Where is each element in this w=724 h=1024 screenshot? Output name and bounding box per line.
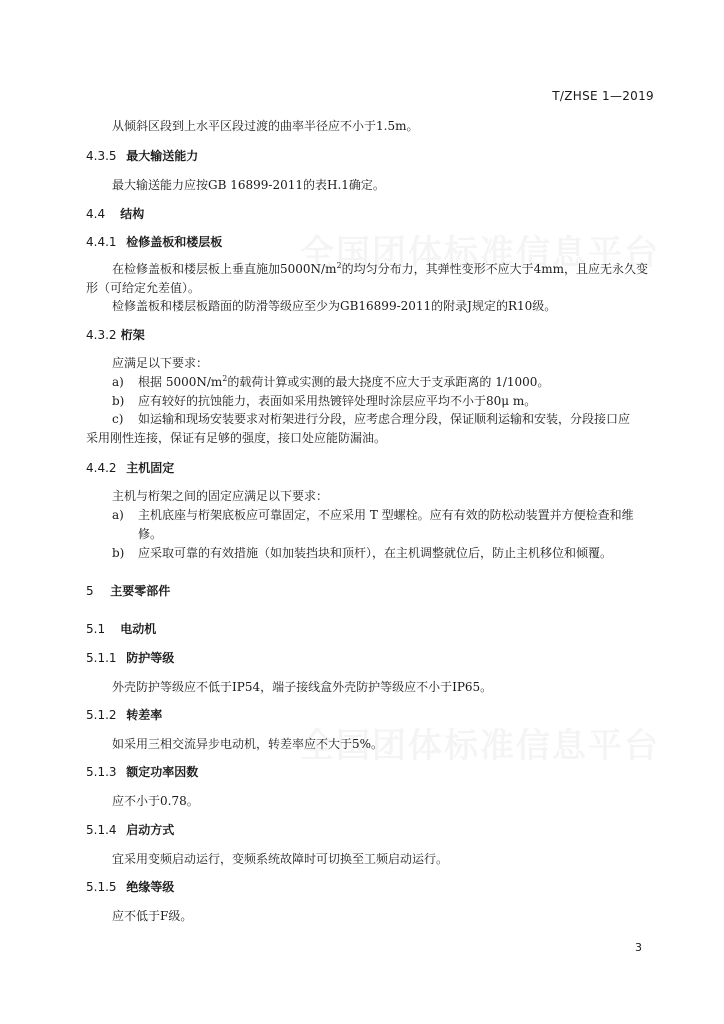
list-text: 根据 5000N/m [138,375,223,389]
list-item [112,545,612,561]
section-number: 4.3.2 [86,328,117,342]
list-text: 如运输和现场安装要求对桁架进行分段，应考虑合理分段，保证顺利运输和安装，分段接口应 [138,412,631,426]
paragraph: 宜采用变频启动运行，变频系统故障时可切换至工频启动运行。 [112,852,449,866]
paragraph: 应不低于F级。 [112,909,193,923]
chapter-heading [86,583,170,599]
section-number: 4.4 [86,207,106,221]
section-number: 5.1.2 [86,708,117,722]
section-title: 主要零部件 [110,584,171,598]
list-text: 主机底座与桁架底板应可靠固定，不应采用 T 型螺栓。应有有效的防松动装置并方便检查和维 [138,508,634,522]
list-text: 的载荷计算或实测的最大挠度不应大于支承距离的 1/1000。 [227,375,550,389]
section-heading [86,234,222,250]
list-marker: a) [112,375,124,389]
section-heading [86,707,162,723]
superscript: 2 [222,374,228,383]
section-number: 4.4.2 [86,461,117,475]
page-number: 3 [635,941,642,954]
section-title: 电动机 [120,622,157,636]
section-heading [86,650,174,666]
document-code-header: T/ZHSE 1—2019 [552,89,654,103]
paragraph: 如采用三相交流异步电动机，转差率应不大于5%。 [112,737,384,751]
paragraph-text: 在检修盖板和楼层板上垂直施加5000N/m [112,262,337,276]
section-title: 防护等级 [126,651,175,665]
list-item-continuation: 修。 [138,527,163,541]
section-title: 额定功率因数 [126,765,199,779]
list-item [112,411,630,427]
list-marker: a) [112,508,124,522]
paragraph: 应满足以下要求： [112,356,209,370]
section-heading [86,764,198,780]
superscript: 2 [336,261,342,270]
section-heading [86,879,174,895]
paragraph: 外壳防护等级应不低于IP54，端子接线盒外壳防护等级应不小于IP65。 [112,680,493,694]
section-heading [86,822,174,838]
section-number: 5.1.3 [86,765,117,779]
section-heading [86,460,174,476]
list-marker: b) [112,546,125,560]
list-text: 应采取可靠的有效措施（如加装挡块和顶杆），在主机调整就位后，防止主机移位和倾覆。 [138,546,613,560]
section-title: 绝缘等级 [126,880,175,894]
paragraph: 从倾斜区段到上水平区段过渡的曲率半径应不小于1.5m。 [112,119,419,133]
paragraph: 检修盖板和楼层板踏面的防滑等级应至少为GB16899-2011的附录J规定的R10级。 [112,299,557,313]
section-number: 4.3.5 [86,149,117,163]
list-text: 应有较好的抗蚀能力，表面如采用热镀锌处理时涂层应平均不小于80μ m。 [138,394,537,408]
paragraph-text: 的均匀分布力，其弹性变形不应大于4mm，且应无永久变 [341,262,648,276]
paragraph-continuation: 形（可给定允差值）。 [86,281,201,295]
list-item [112,393,536,409]
section-heading [86,621,156,637]
list-item-continuation: 采用刚性连接，保证有足够的强度，接口处应能防漏油。 [86,431,387,445]
list-marker: b) [112,394,125,408]
paragraph: 最大输送能力应按GB 16899-2011的表H.1确定。 [112,178,385,192]
section-heading [86,327,145,343]
section-title: 桁架 [120,328,145,342]
paragraph [112,261,648,277]
section-number: 5.1.4 [86,823,117,837]
section-title: 结构 [120,207,145,221]
section-number: 5.1 [86,622,106,636]
section-heading [86,148,198,164]
section-title: 主机固定 [126,461,175,475]
section-title: 检修盖板和楼层板 [126,235,223,249]
section-title: 转差率 [126,708,163,722]
section-number: 5 [86,584,94,598]
section-title: 启动方式 [126,823,175,837]
paragraph: 应不小于0.78。 [112,794,199,808]
section-number: 5.1.5 [86,880,117,894]
list-item [112,374,549,390]
section-heading [86,206,144,222]
list-marker: c) [112,412,124,426]
section-number: 5.1.1 [86,651,117,665]
section-number: 4.4.1 [86,235,117,249]
section-title: 最大输送能力 [126,149,199,163]
paragraph: 主机与桁架之间的固定应满足以下要求： [112,489,329,503]
list-item [112,507,634,523]
